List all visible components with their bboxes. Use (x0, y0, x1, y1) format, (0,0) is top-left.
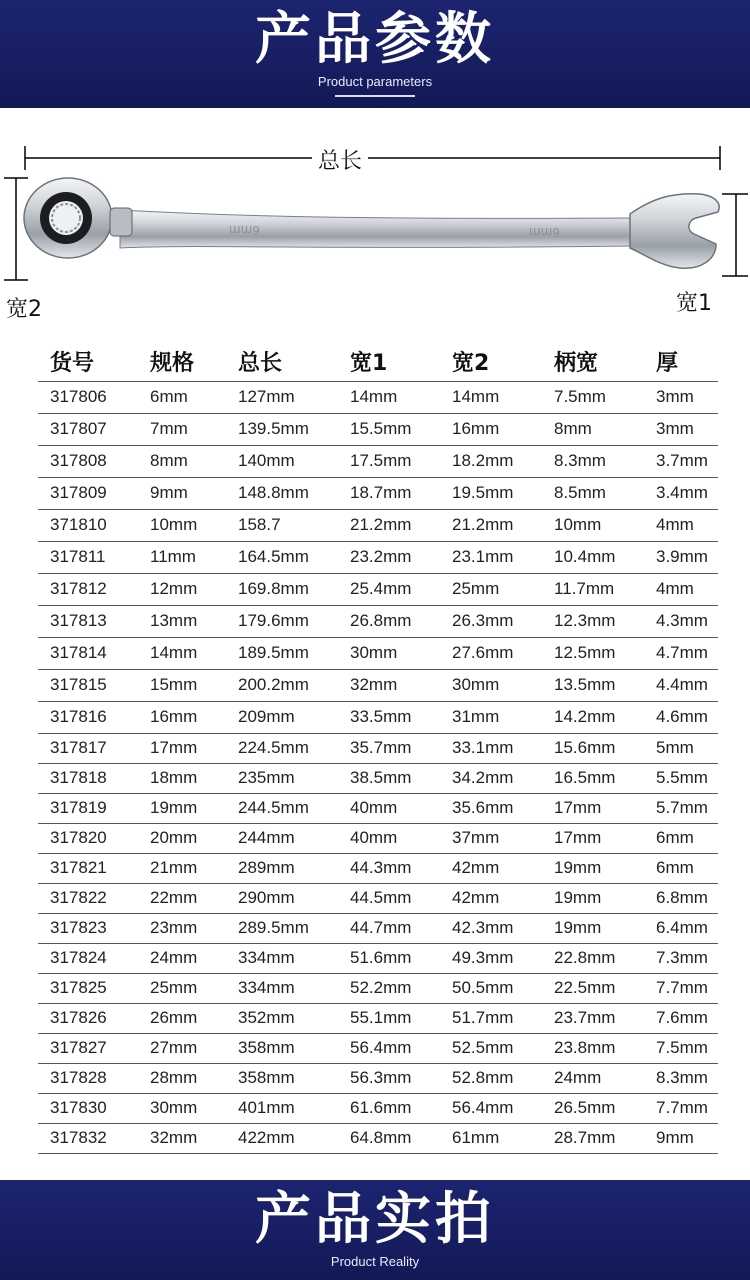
table-row (38, 509, 718, 541)
section-subtitle: Product parameters (317, 74, 433, 89)
table-cell: 16.5mm (542, 763, 644, 793)
table-cell: 334mm (226, 973, 338, 1003)
table-cell: 3.4mm (644, 477, 718, 509)
table-cell: 11.7mm (542, 573, 644, 605)
spec-table (38, 345, 718, 1154)
subtitle-underline (335, 95, 415, 97)
table-cell: 23.2mm (338, 541, 440, 573)
table-cell: 32mm (138, 1123, 226, 1153)
width1-label: 宽1 (676, 286, 712, 317)
table-cell: 14mm (440, 381, 542, 413)
table-cell: 289.5mm (226, 913, 338, 943)
table-cell: 289mm (226, 853, 338, 883)
table-cell: 26mm (138, 1003, 226, 1033)
table-cell: 4.4mm (644, 669, 718, 701)
table-cell: 12mm (138, 573, 226, 605)
table-cell: 13.5mm (542, 669, 644, 701)
table-cell: 317817 (38, 733, 138, 763)
table-cell: 139.5mm (226, 413, 338, 445)
table-cell: 51.6mm (338, 943, 440, 973)
table-cell: 44.3mm (338, 853, 440, 883)
table-cell: 12.5mm (542, 637, 644, 669)
table-cell: 7.7mm (644, 973, 718, 1003)
table-cell: 50.5mm (440, 973, 542, 1003)
table-cell: 21.2mm (338, 509, 440, 541)
table-row (38, 883, 718, 913)
table-cell: 6.4mm (644, 913, 718, 943)
table-cell: 21mm (138, 853, 226, 883)
table-cell: 15mm (138, 669, 226, 701)
table-cell: 35.6mm (440, 793, 542, 823)
table-cell: 317822 (38, 883, 138, 913)
table-cell: 40mm (338, 793, 440, 823)
size-marking-1: 6mm (228, 223, 260, 237)
table-cell: 35.7mm (338, 733, 440, 763)
table-cell: 30mm (338, 637, 440, 669)
table-cell: 6mm (138, 381, 226, 413)
table-cell: 317821 (38, 853, 138, 883)
table-cell: 244mm (226, 823, 338, 853)
table-cell: 12.3mm (542, 605, 644, 637)
table-cell: 358mm (226, 1063, 338, 1093)
table-cell: 28.7mm (542, 1123, 644, 1153)
table-cell: 21.2mm (440, 509, 542, 541)
footer-banner (0, 1180, 750, 1280)
table-cell: 18.7mm (338, 477, 440, 509)
table-cell: 18mm (138, 763, 226, 793)
table-cell: 10.4mm (542, 541, 644, 573)
table-cell: 19mm (542, 883, 644, 913)
table-cell: 26.3mm (440, 605, 542, 637)
table-cell: 20mm (138, 823, 226, 853)
table-cell: 13mm (138, 605, 226, 637)
size-marking-2: 6mm (528, 225, 560, 239)
table-row (38, 701, 718, 733)
table-cell: 3.9mm (644, 541, 718, 573)
table-row (38, 541, 718, 573)
total-length-label: 总长 (312, 144, 368, 175)
table-cell: 8mm (138, 445, 226, 477)
table-cell: 64.8mm (338, 1123, 440, 1153)
table-cell: 371810 (38, 509, 138, 541)
table-cell: 61.6mm (338, 1093, 440, 1123)
table-cell: 200.2mm (226, 669, 338, 701)
table-cell: 4.3mm (644, 605, 718, 637)
table-row (38, 413, 718, 445)
table-cell: 317808 (38, 445, 138, 477)
table-row (38, 637, 718, 669)
table-cell: 17mm (542, 793, 644, 823)
wrench-illustration (0, 130, 750, 330)
table-cell: 401mm (226, 1093, 338, 1123)
table-cell: 140mm (226, 445, 338, 477)
table-cell: 24mm (542, 1063, 644, 1093)
table-cell: 317818 (38, 763, 138, 793)
table-cell: 189.5mm (226, 637, 338, 669)
table-cell: 17mm (138, 733, 226, 763)
header-size: 规格 (138, 345, 226, 381)
table-cell: 40mm (338, 823, 440, 853)
table-cell: 14mm (138, 637, 226, 669)
table-cell: 3mm (644, 413, 718, 445)
table-cell: 10mm (542, 509, 644, 541)
table-row (38, 793, 718, 823)
table-cell: 14mm (338, 381, 440, 413)
table-cell: 209mm (226, 701, 338, 733)
table-cell: 317828 (38, 1063, 138, 1093)
table-cell: 19.5mm (440, 477, 542, 509)
table-cell: 7.5mm (644, 1033, 718, 1063)
table-header-row (38, 345, 718, 381)
table-row (38, 1093, 718, 1123)
table-cell: 37mm (440, 823, 542, 853)
table-cell: 49.3mm (440, 943, 542, 973)
table-cell: 317824 (38, 943, 138, 973)
table-cell: 4.6mm (644, 701, 718, 733)
table-cell: 164.5mm (226, 541, 338, 573)
table-cell: 334mm (226, 943, 338, 973)
table-row (38, 381, 718, 413)
table-cell: 9mm (644, 1123, 718, 1153)
header-handle-width: 柄宽 (542, 345, 644, 381)
table-cell: 317819 (38, 793, 138, 823)
table-cell: 11mm (138, 541, 226, 573)
table-cell: 28mm (138, 1063, 226, 1093)
table-cell: 8.3mm (644, 1063, 718, 1093)
table-cell: 61mm (440, 1123, 542, 1153)
table-cell: 19mm (542, 853, 644, 883)
table-cell: 4mm (644, 509, 718, 541)
table-cell: 3mm (644, 381, 718, 413)
table-row (38, 573, 718, 605)
table-cell: 19mm (542, 913, 644, 943)
table-cell: 25mm (138, 973, 226, 1003)
table-cell: 44.5mm (338, 883, 440, 913)
table-row (38, 1033, 718, 1063)
table-cell: 8.3mm (542, 445, 644, 477)
table-cell: 26.8mm (338, 605, 440, 637)
header-thickness: 厚 (644, 345, 718, 381)
table-row (38, 1003, 718, 1033)
table-cell: 56.4mm (338, 1033, 440, 1063)
table-cell: 14.2mm (542, 701, 644, 733)
table-cell: 34.2mm (440, 763, 542, 793)
table-row (38, 973, 718, 1003)
wrench-dimension-diagram (0, 130, 750, 330)
table-cell: 44.7mm (338, 913, 440, 943)
table-cell: 7.6mm (644, 1003, 718, 1033)
table-cell: 16mm (440, 413, 542, 445)
table-cell: 317825 (38, 973, 138, 1003)
table-cell: 317826 (38, 1003, 138, 1033)
table-cell: 6mm (644, 823, 718, 853)
table-cell: 317816 (38, 701, 138, 733)
header-item-no: 货号 (38, 345, 138, 381)
table-cell: 148.8mm (226, 477, 338, 509)
table-cell: 23.1mm (440, 541, 542, 573)
table-cell: 5.7mm (644, 793, 718, 823)
table-cell: 52.5mm (440, 1033, 542, 1063)
table-cell: 22.8mm (542, 943, 644, 973)
table-row (38, 913, 718, 943)
table-cell: 42.3mm (440, 913, 542, 943)
table-cell: 19mm (138, 793, 226, 823)
table-cell: 51.7mm (440, 1003, 542, 1033)
table-cell: 317807 (38, 413, 138, 445)
table-cell: 7.3mm (644, 943, 718, 973)
table-cell: 352mm (226, 1003, 338, 1033)
table-cell: 17.5mm (338, 445, 440, 477)
table-cell: 23mm (138, 913, 226, 943)
table-cell: 7mm (138, 413, 226, 445)
table-cell: 17mm (542, 823, 644, 853)
table-cell: 317827 (38, 1033, 138, 1063)
table-cell: 158.7 (226, 509, 338, 541)
table-row (38, 823, 718, 853)
table-cell: 317815 (38, 669, 138, 701)
table-cell: 4mm (644, 573, 718, 605)
table-cell: 30mm (440, 669, 542, 701)
table-cell: 33.1mm (440, 733, 542, 763)
table-cell: 52.8mm (440, 1063, 542, 1093)
table-cell: 5mm (644, 733, 718, 763)
table-cell: 3.7mm (644, 445, 718, 477)
section-subtitle-reality: Product Reality (330, 1254, 420, 1269)
table-cell: 42mm (440, 853, 542, 883)
width2-label: 宽2 (6, 292, 42, 323)
header-width2: 宽2 (440, 345, 542, 381)
table-cell: 55.1mm (338, 1003, 440, 1033)
table-row (38, 1063, 718, 1093)
table-cell: 7.7mm (644, 1093, 718, 1123)
table-cell: 169.8mm (226, 573, 338, 605)
table-cell: 6.8mm (644, 883, 718, 913)
table-cell: 317811 (38, 541, 138, 573)
table-cell: 317823 (38, 913, 138, 943)
table-row (38, 853, 718, 883)
table-cell: 317813 (38, 605, 138, 637)
header-total-length: 总长 (226, 345, 338, 381)
table-cell: 317814 (38, 637, 138, 669)
table-cell: 25.4mm (338, 573, 440, 605)
header-width1: 宽1 (338, 345, 440, 381)
section-title: 产品参数 (255, 7, 495, 72)
table-cell: 8mm (542, 413, 644, 445)
table-cell: 56.3mm (338, 1063, 440, 1093)
table-cell: 15.5mm (338, 413, 440, 445)
table-body (38, 381, 718, 1153)
table-cell: 56.4mm (440, 1093, 542, 1123)
table-cell: 317806 (38, 381, 138, 413)
table-cell: 38.5mm (338, 763, 440, 793)
table-row (38, 943, 718, 973)
section-title-reality: 产品实拍 (255, 1187, 495, 1252)
table-cell: 42mm (440, 883, 542, 913)
table-cell: 22mm (138, 883, 226, 913)
table-cell: 16mm (138, 701, 226, 733)
table-cell: 5.5mm (644, 763, 718, 793)
table-cell: 23.7mm (542, 1003, 644, 1033)
table-cell: 32mm (338, 669, 440, 701)
table-cell: 23.8mm (542, 1033, 644, 1063)
table-cell: 52.2mm (338, 973, 440, 1003)
table-cell: 18.2mm (440, 445, 542, 477)
table-cell: 31mm (440, 701, 542, 733)
table-cell: 24mm (138, 943, 226, 973)
table-cell: 422mm (226, 1123, 338, 1153)
table-cell: 358mm (226, 1033, 338, 1063)
table-cell: 27.6mm (440, 637, 542, 669)
table-cell: 4.7mm (644, 637, 718, 669)
table-cell: 235mm (226, 763, 338, 793)
table-cell: 26.5mm (542, 1093, 644, 1123)
table-row (38, 669, 718, 701)
table-cell: 6mm (644, 853, 718, 883)
table-cell: 244.5mm (226, 793, 338, 823)
table-cell: 290mm (226, 883, 338, 913)
table-cell: 15.6mm (542, 733, 644, 763)
table-row (38, 1123, 718, 1153)
table-row (38, 733, 718, 763)
table-row (38, 477, 718, 509)
table-cell: 317812 (38, 573, 138, 605)
table-cell: 317832 (38, 1123, 138, 1153)
table-cell: 317809 (38, 477, 138, 509)
table-cell: 9mm (138, 477, 226, 509)
table-cell: 30mm (138, 1093, 226, 1123)
table-cell: 33.5mm (338, 701, 440, 733)
table-row (38, 445, 718, 477)
table-cell: 27mm (138, 1033, 226, 1063)
header-banner (0, 0, 750, 108)
table-cell: 127mm (226, 381, 338, 413)
table-row (38, 763, 718, 793)
table-cell: 179.6mm (226, 605, 338, 637)
table-cell: 317830 (38, 1093, 138, 1123)
table-cell: 8.5mm (542, 477, 644, 509)
table-cell: 25mm (440, 573, 542, 605)
table-cell: 7.5mm (542, 381, 644, 413)
table-cell: 10mm (138, 509, 226, 541)
table-cell: 317820 (38, 823, 138, 853)
table-row (38, 605, 718, 637)
table-cell: 22.5mm (542, 973, 644, 1003)
table-cell: 224.5mm (226, 733, 338, 763)
